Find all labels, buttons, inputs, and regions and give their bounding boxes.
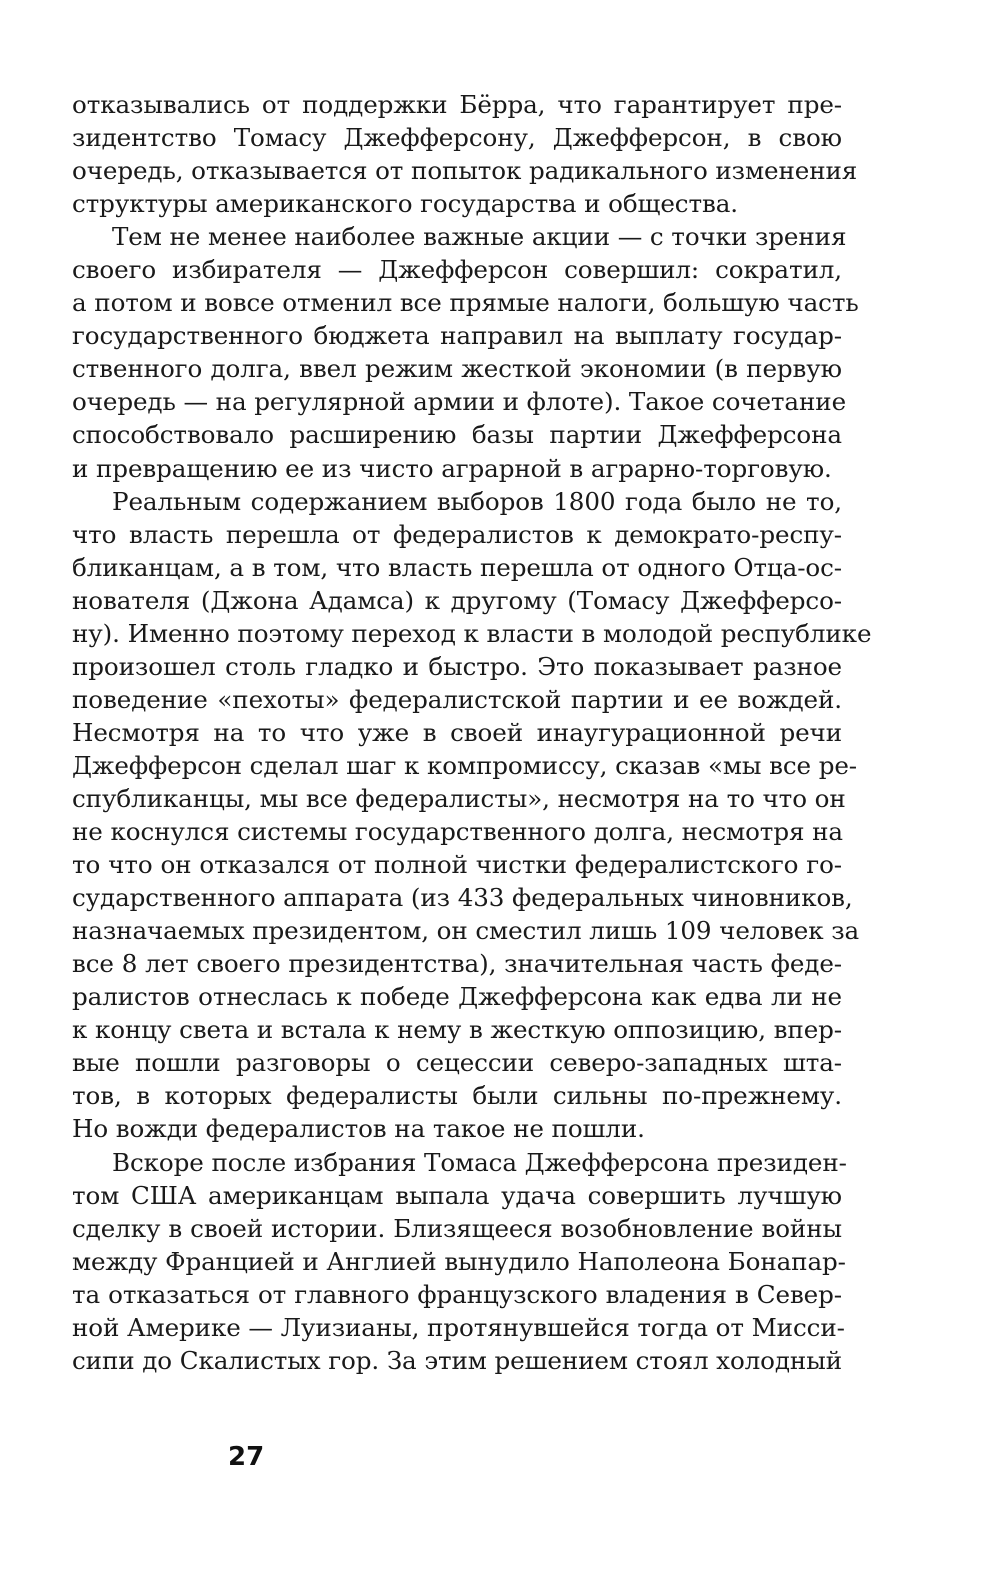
- text-line: произошел столь гладко и быстро. Это показывает разное: [72, 651, 842, 681]
- text-line: назначаемых президентом, он сместил лишь 109 человек за: [72, 916, 860, 946]
- page-number: 27: [228, 1442, 265, 1472]
- text-line: Джефферсон сделал шаг к компромиссу, сказав «мы все ре-: [72, 750, 858, 780]
- page-body: [72, 88, 872, 1377]
- text-line: очередь — на регулярной армии и флоте). Такое сочетание: [72, 387, 847, 417]
- text-line: сипи до Скалистых гор. За этим решением стоял холодный: [72, 1345, 842, 1375]
- text-line: способствовало расширению базы партии Джефферсона: [72, 420, 842, 450]
- text-line: нователя (Джона Адамса) к другому (Томасу Джефферсо-: [72, 585, 842, 615]
- text-line: ну). Именно поэтому переход к власти в молодой республике: [72, 618, 872, 648]
- paragraph: [72, 88, 858, 220]
- text-line: бликанцам, а в том, что власть перешла от одного Отца-ос-: [72, 552, 842, 582]
- text-line: вые пошли разговоры о сецессии северо-западных шта-: [72, 1048, 842, 1078]
- text-line: между Францией и Англией вынудило Наполеона Бонапар-: [72, 1246, 846, 1276]
- paragraph: [72, 485, 872, 1146]
- text-line: том США американцам выпала удача совершить лучшую: [72, 1180, 842, 1210]
- text-line: та отказаться от главного французского владения в Север-: [72, 1279, 842, 1309]
- text-line: а потом и вовсе отменил все прямые налоги, большую часть: [72, 288, 859, 318]
- paragraph: [72, 220, 859, 484]
- text-line: и превращению ее из чисто аграрной в аграрно-торговую.: [72, 453, 832, 483]
- text-line: сударственного аппарата (из 433 федеральных чиновников,: [72, 883, 853, 913]
- text-line: что власть перешла от федералистов к демократо-респу-: [72, 519, 842, 549]
- text-line: то что он отказался от полной чистки федералистского го-: [72, 850, 842, 880]
- text-line: Но вожди федералистов на такое не пошли.: [72, 1114, 645, 1144]
- text-line: зидентство Томасу Джефферсону, Джефферсон, в свою: [72, 123, 842, 153]
- text-line: очередь, отказывается от попыток радикального изменения: [72, 156, 858, 186]
- text-line: Реальным содержанием выборов 1800 года было не то,: [112, 486, 842, 516]
- text-line: Вскоре после избрания Томаса Джефферсона президен-: [112, 1147, 847, 1177]
- text-line: структуры американского государства и общества.: [72, 189, 738, 219]
- text-line: спубликанцы, мы все федералисты», несмотря на то что он: [72, 783, 846, 813]
- text-line: поведение «пехоты» федералистской партии и ее вождей.: [72, 684, 842, 714]
- text-line: отказывались от поддержки Бёрра, что гарантирует пре-: [72, 90, 842, 119]
- text-line: сделку в своей истории. Близящееся возобновление войны: [72, 1213, 842, 1243]
- text-line: к концу света и встала к нему в жесткую оппозицию, впер-: [72, 1015, 842, 1045]
- text-line: государственного бюджета направил на выплату государ-: [72, 321, 842, 351]
- text-line: ной Америке — Луизианы, протянувшейся тогда от Мисси-: [72, 1312, 845, 1342]
- text-line: Несмотря на то что уже в своей инаугурационной речи: [72, 717, 842, 747]
- paragraph: [72, 1146, 847, 1377]
- text-line: тов, в которых федералисты были сильны по-прежнему.: [72, 1081, 842, 1111]
- text-line: ственного долга, ввел режим жесткой экономии (в первую: [72, 354, 842, 384]
- text-line: все 8 лет своего президентства), значительная часть феде-: [72, 949, 842, 979]
- text-line: Тем не менее наиболее важные акции — с точки зрения: [112, 222, 847, 252]
- text-line: своего избирателя — Джефферсон совершил: сократил,: [72, 255, 842, 285]
- text-line: ралистов отнеслась к победе Джефферсона как едва ли не: [72, 982, 842, 1012]
- text-line: не коснулся системы государственного долга, несмотря на: [72, 817, 843, 847]
